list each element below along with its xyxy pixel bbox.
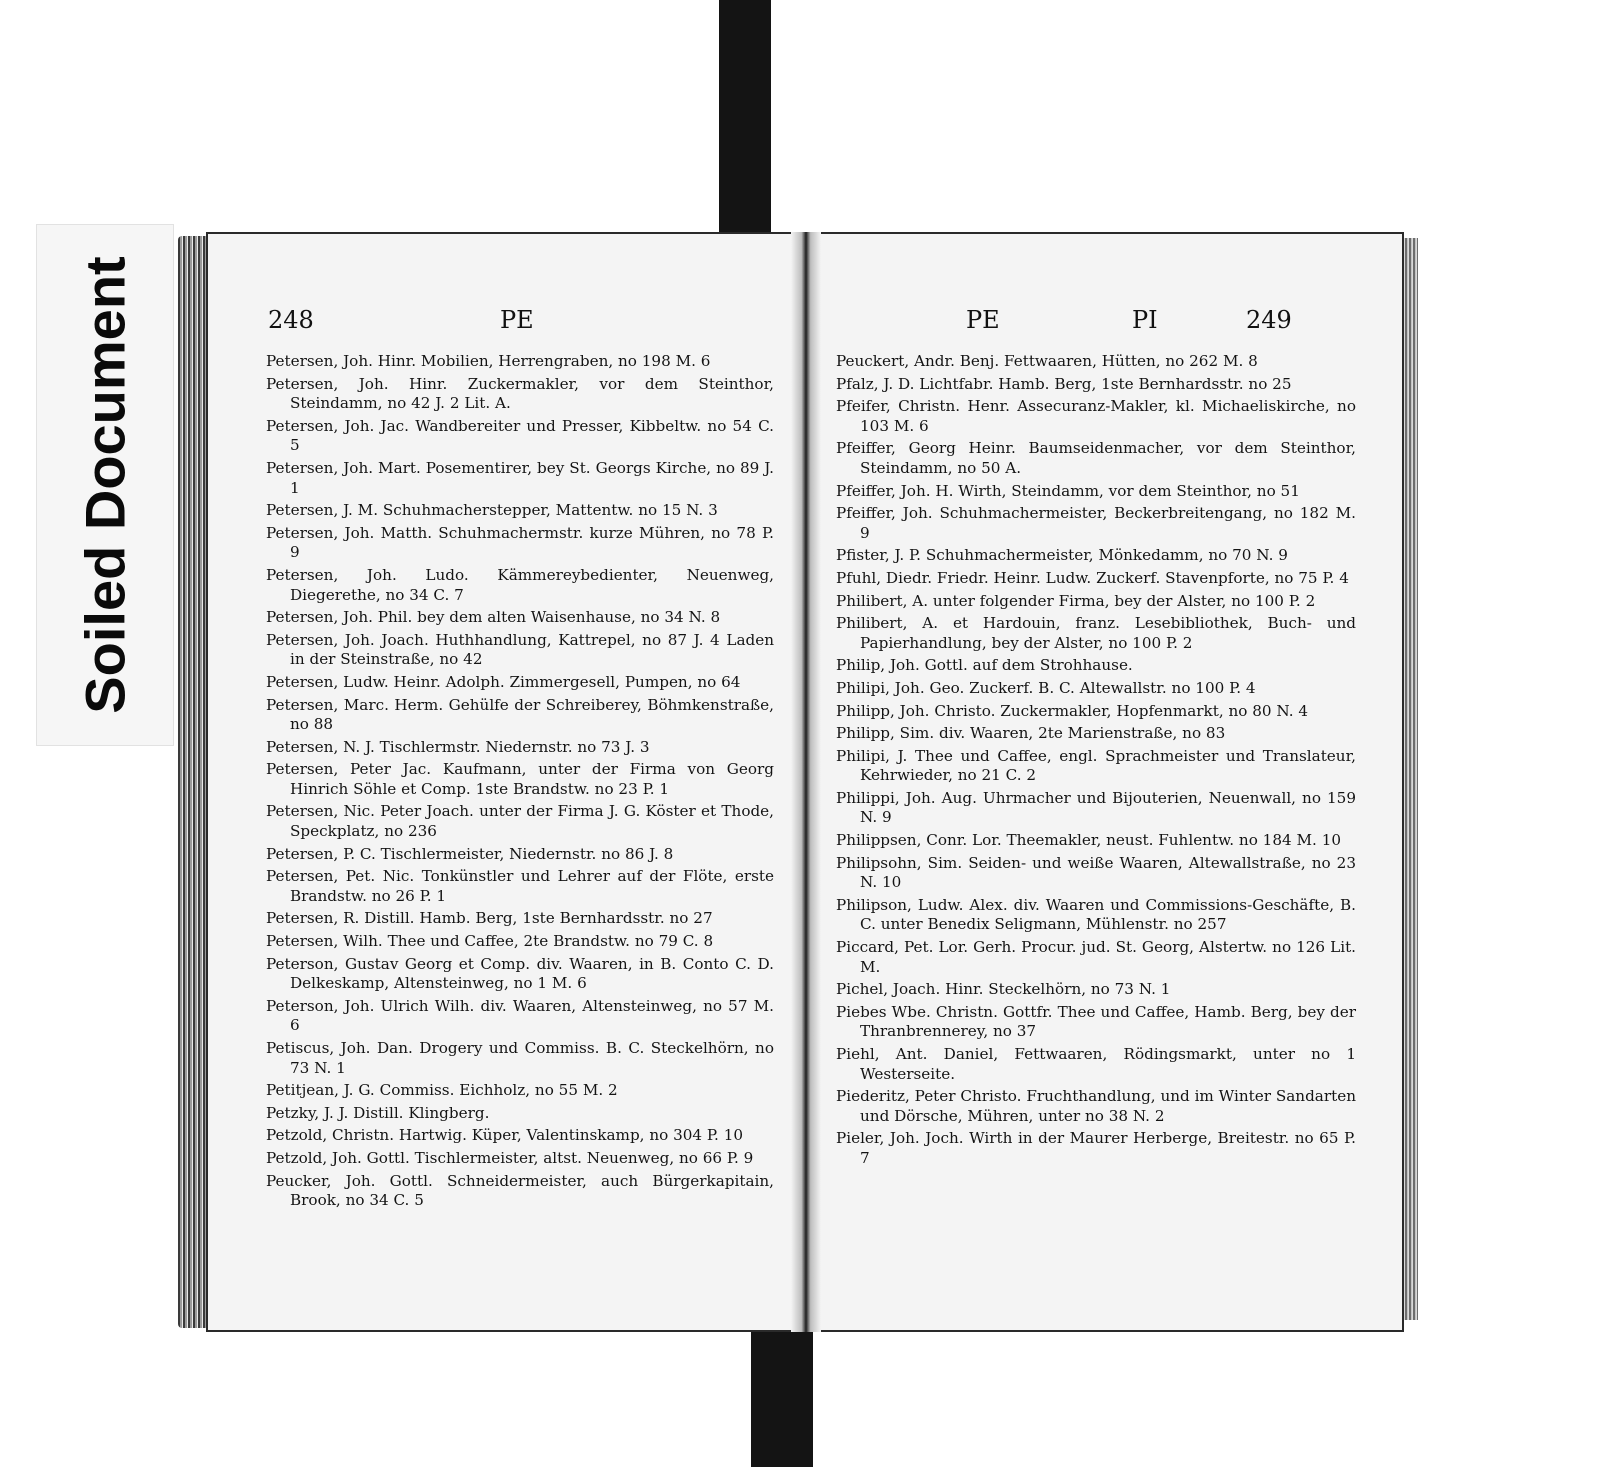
directory-entry: Philibert, A. et Hardouin, franz. Lesebibliothek, Buch- und Papierhandlung, bey der Alster, no 100 P. 2: [836, 614, 1356, 652]
directory-entry: Pfister, J. P. Schuhmachermeister, Mönkedamm, no 70 N. 9: [836, 546, 1288, 565]
directory-entry: Petzky, J. J. Distill. Klingberg.: [266, 1103, 490, 1122]
directory-entry: Philip, Joh. Gottl. auf dem Strohhause.: [836, 656, 1133, 675]
right-running-head-1: PE: [966, 306, 1000, 334]
directory-entry: Petersen, Ludw. Heinr. Adolph. Zimmergesell, Pumpen, no 64: [266, 672, 741, 691]
directory-entry: Pfeifer, Christn. Henr. Assecuranz-Makler, kl. Michaeliskirche, no 103 M. 6: [836, 397, 1356, 435]
directory-entry: Peterson, Gustav Georg et Comp. div. Waaren, in B. Conto C. D. Delkeskamp, Altensteinweg, no 1 M. 6: [266, 954, 774, 993]
directory-entry: Petzold, Joh. Gottl. Tischlermeister, altst. Neuenweg, no 66 P. 9: [266, 1148, 754, 1167]
binding-strap-bottom: [751, 1325, 813, 1467]
left-entry-list: [266, 352, 774, 1214]
directory-entry: Piehl, Ant. Daniel, Fettwaaren, Rödingsmarkt, unter no 1 Westerseite.: [836, 1045, 1356, 1083]
document-label: Soiled Document: [73, 256, 137, 714]
directory-entry: Petersen, Joh. Mart. Posementirer, bey St. Georgs Kirche, no 89 J. 1: [266, 458, 774, 497]
directory-entry: Pfuhl, Diedr. Friedr. Heinr. Ludw. Zuckerf. Stavenpforte, no 75 P. 4: [836, 568, 1349, 587]
book-gutter: [791, 232, 821, 1332]
directory-entry: Piccard, Pet. Lor. Gerh. Procur. jud. St. Georg, Alstertw. no 126 Lit. M.: [836, 938, 1356, 976]
directory-entry: Pfalz, J. D. Lichtfabr. Hamb. Berg, 1ste Bernhardsstr. no 25: [836, 374, 1292, 393]
directory-entry: Petersen, Joh. Joach. Huthhandlung, Kattrepel, no 87 J. 4 Laden in der Steinstraße, no 42: [266, 630, 774, 669]
directory-entry: Pfeiffer, Georg Heinr. Baumseidenmacher, vor dem Steinthor, Steindamm, no 50 A.: [836, 439, 1356, 477]
left-page-number: 248: [268, 306, 314, 334]
directory-entry: Philipi, J. Thee und Caffee, engl. Sprachmeister und Translateur, Kehrwieder, no 21 C. 2: [836, 746, 1356, 785]
directory-entry: Petersen, J. M. Schuhmacherstepper, Mattentw. no 15 N. 3: [266, 501, 718, 520]
directory-entry: Petersen, R. Distill. Hamb. Berg, 1ste Bernhardsstr. no 27: [266, 909, 713, 928]
directory-entry: Petersen, Peter Jac. Kaufmann, unter der Firma von Georg Hinrich Söhle et Comp. 1ste Brandstw. no 23 P. 1: [266, 760, 774, 798]
directory-entry: Petersen, Nic. Peter Joach. unter der Firma J. G. Köster et Thode, Speckplatz, no 236: [266, 802, 774, 841]
page-edges-left: [178, 236, 208, 1328]
directory-entry: Pieler, Joh. Joch. Wirth in der Maurer Herberge, Breitestr. no 65 P. 7: [836, 1129, 1356, 1167]
directory-entry: Pichel, Joach. Hinr. Steckelhörn, no 73 N. 1: [836, 980, 1171, 999]
right-entry-list: [836, 352, 1356, 1172]
right-page-number: 249: [1246, 306, 1292, 334]
directory-entry: Piederitz, Peter Christo. Fruchthandlung, und im Winter Sandarten und Dörsche, Mühren, unter no 38 N. 2: [836, 1087, 1356, 1125]
directory-entry: Petersen, Joh. Matth. Schuhmachermstr. kurze Mühren, no 78 P. 9: [266, 523, 774, 562]
document-label-card: [36, 224, 174, 746]
directory-entry: Petersen, Pet. Nic. Tonkünstler und Lehrer auf der Flöte, erste Brandstw. no 26 P. 1: [266, 867, 774, 905]
directory-entry: Petersen, P. C. Tischlermeister, Niedernstr. no 86 J. 8: [266, 844, 674, 863]
directory-entry: Philippsen, Conr. Lor. Theemakler, neust. Fuhlentw. no 184 M. 10: [836, 831, 1342, 850]
directory-entry: Peucker, Joh. Gottl. Schneidermeister, auch Bürgerkapitain, Brook, no 34 C. 5: [266, 1171, 774, 1210]
directory-entry: Philipsohn, Sim. Seiden- und weiße Waaren, Altewallstraße, no 23 N. 10: [836, 853, 1356, 892]
directory-entry: Philipp, Sim. div. Waaren, 2te Marienstraße, no 83: [836, 724, 1226, 743]
open-book: [178, 232, 1418, 1332]
directory-entry: Peuckert, Andr. Benj. Fettwaaren, Hütten, no 262 M. 8: [836, 352, 1258, 370]
directory-entry: Petiscus, Joh. Dan. Drogery und Commiss. B. C. Steckelhörn, no 73 N. 1: [266, 1039, 774, 1077]
directory-entry: Peterson, Joh. Ulrich Wilh. div. Waaren, Altensteinweg, no 57 M. 6: [266, 996, 774, 1035]
directory-entry: Petersen, Joh. Phil. bey dem alten Waisenhause, no 34 N. 8: [266, 608, 721, 627]
directory-entry: Petzold, Christn. Hartwig. Küper, Valentinskamp, no 304 P. 10: [266, 1126, 744, 1145]
directory-entry: Petersen, Joh. Jac. Wandbereiter und Presser, Kibbeltw. no 54 C. 5: [266, 416, 774, 455]
directory-entry: Philibert, A. unter folgender Firma, bey der Alster, no 100 P. 2: [836, 591, 1316, 610]
right-page: [806, 232, 1404, 1332]
directory-entry: Petersen, Joh. Hinr. Mobilien, Herrengraben, no 198 M. 6: [266, 352, 711, 370]
page-edges-right: [1404, 238, 1418, 1320]
directory-entry: Petersen, Joh. Ludo. Kämmereybedienter, Neuenweg, Diegerethe, no 34 C. 7: [266, 565, 774, 604]
directory-entry: Pfeiffer, Joh. H. Wirth, Steindamm, vor dem Steinthor, no 51: [836, 481, 1300, 500]
directory-entry: Pfeiffer, Joh. Schuhmachermeister, Beckerbreitengang, no 182 M. 9: [836, 504, 1356, 542]
binding-strap-top: [719, 0, 771, 260]
right-running-head-2: PI: [1132, 306, 1158, 334]
directory-entry: Philipp, Joh. Christo. Zuckermakler, Hopfenmarkt, no 80 N. 4: [836, 701, 1309, 720]
directory-entry: Piebes Wbe. Christn. Gottfr. Thee und Caffee, Hamb. Berg, bey der Thranbrennerey, no 37: [836, 1002, 1356, 1041]
directory-entry: Philippi, Joh. Aug. Uhrmacher und Bijouterien, Neuenwall, no 159 N. 9: [836, 788, 1356, 827]
directory-entry: Petitjean, J. G. Commiss. Eichholz, no 55 M. 2: [266, 1081, 618, 1100]
directory-entry: Petersen, Joh. Hinr. Zuckermakler, vor dem Steinthor, Steindamm, no 42 J. 2 Lit. A.: [266, 374, 774, 413]
directory-entry: Philipi, Joh. Geo. Zuckerf. B. C. Altewallstr. no 100 P. 4: [836, 678, 1256, 697]
left-page: [206, 232, 806, 1332]
directory-entry: Philipson, Ludw. Alex. div. Waaren und Commissions-Geschäfte, B. C. unter Benedix Seligmann, Mühlenstr. no 257: [836, 895, 1356, 934]
directory-entry: Petersen, Wilh. Thee und Caffee, 2te Brandstw. no 79 C. 8: [266, 932, 714, 951]
left-running-head: PE: [500, 306, 534, 334]
directory-entry: Petersen, N. J. Tischlermstr. Niedernstr. no 73 J. 3: [266, 737, 650, 756]
directory-entry: Petersen, Marc. Herm. Gehülfe der Schreiberey, Böhmkenstraße, no 88: [266, 695, 774, 734]
